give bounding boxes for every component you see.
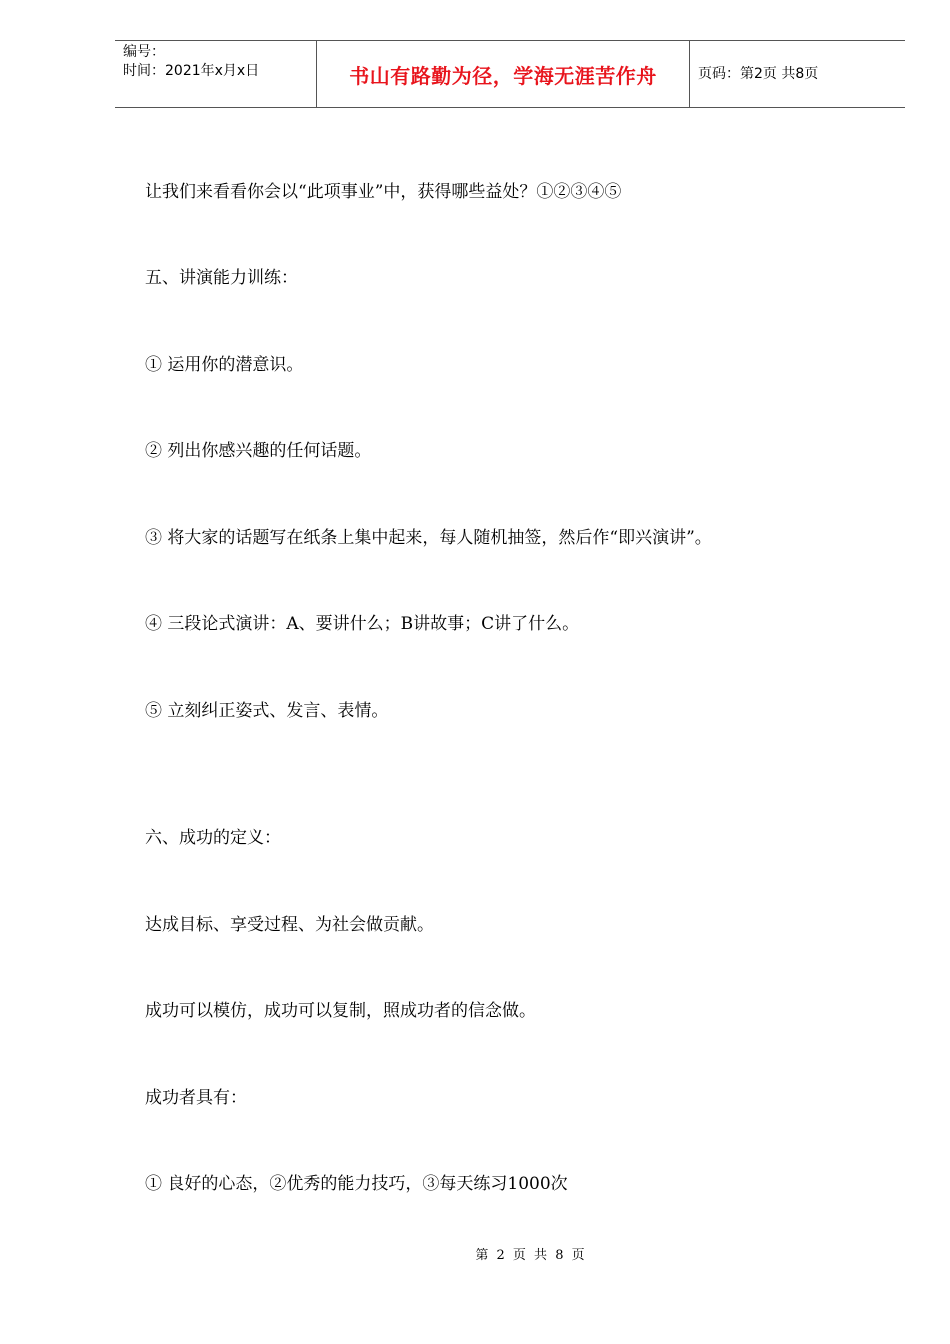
list-item: ⑤ 立刻纠正姿式、发言、表情。 bbox=[145, 701, 389, 721]
header-page-cell bbox=[690, 41, 905, 107]
paragraph: 达成目标、享受过程、为社会做贡献。 bbox=[145, 915, 434, 935]
number-label: 编号： bbox=[123, 44, 165, 60]
page-header bbox=[115, 40, 905, 108]
paragraph-benefits: 让我们来看看你会以“此项事业”中，获得哪些益处？①②③④⑤ bbox=[145, 182, 622, 202]
list-item: ④ 三段论式演讲：A、要讲什么；B讲故事；C讲了什么。 bbox=[145, 614, 580, 634]
list-item: ① 良好的心态，②优秀的能力技巧，③每天练习1000次 bbox=[145, 1174, 568, 1194]
page-info: 页码：第2页 共8页 bbox=[698, 65, 819, 82]
list-item: ② 列出你感兴趣的任何话题。 bbox=[145, 441, 372, 461]
paragraph: 成功可以模仿，成功可以复制，照成功者的信念做。 bbox=[145, 1001, 536, 1021]
motto: 书山有路勤为径，学海无涯苦作舟 bbox=[349, 63, 657, 88]
page-footer: 第 2 页 共 8 页 bbox=[475, 1248, 585, 1263]
header-motto-cell bbox=[316, 41, 690, 107]
list-item: ③ 将大家的话题写在纸条上集中起来，每人随机抽签，然后作“即兴演讲”。 bbox=[145, 528, 712, 548]
time-label: 时间：2021年x月x日 bbox=[123, 63, 260, 79]
section-heading-success: 六、成功的定义： bbox=[145, 828, 281, 848]
paragraph: 成功者具有： bbox=[145, 1088, 247, 1108]
header-meta bbox=[115, 41, 316, 107]
list-item: ① 运用你的潜意识。 bbox=[145, 355, 304, 375]
section-heading-speech: 五、讲演能力训练： bbox=[145, 268, 298, 288]
